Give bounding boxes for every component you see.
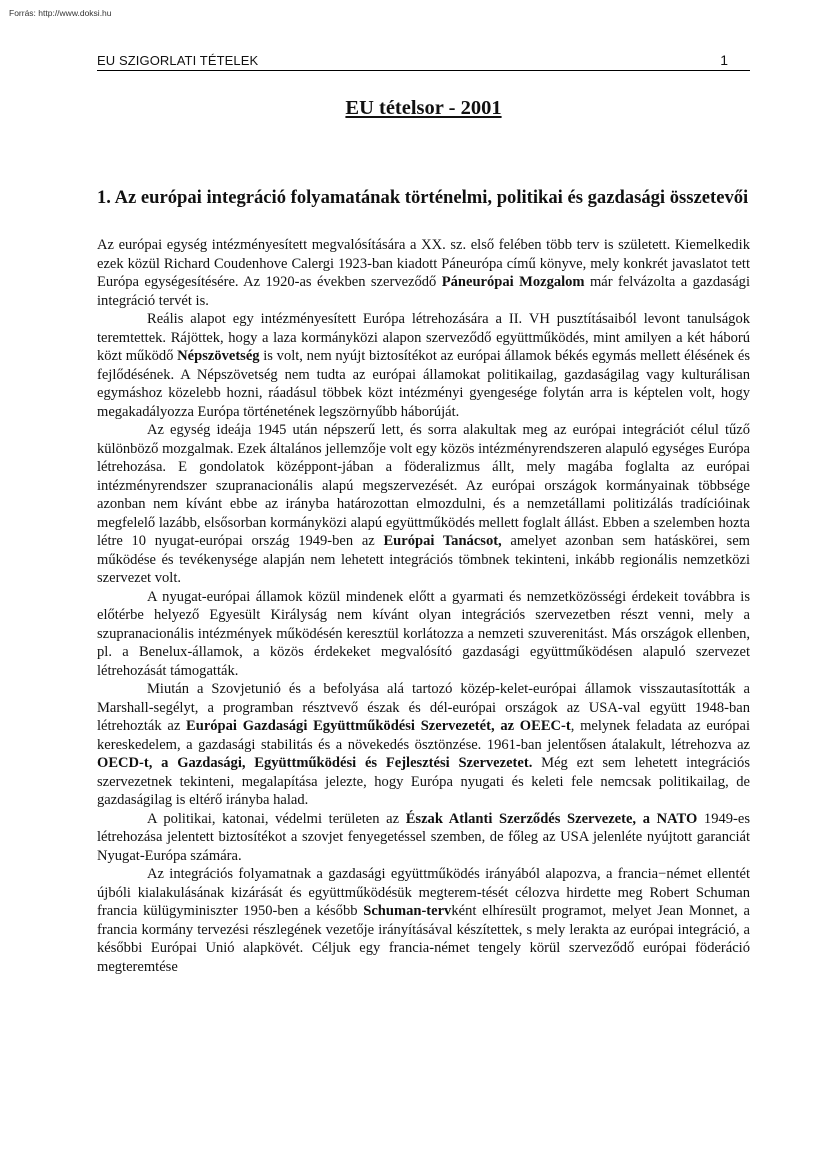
text-run: már felvázolta a gazdasági integráció tervét is. (97, 274, 750, 309)
bold-term: Észak Atlanti Szerződés Szervezete, a NATO (405, 810, 698, 827)
text-run: Az egység ideája 1945 után népszerű lett, és sorra alakultak meg az európai integrációt célul tűző különböző mozgalmak. Ezek általános jellemzője volt egy közös intézményrendszeren alapuló egységes Európa létrehozása. E gondolatok középpont-jában a föderalizmus állt, mely magába foglalta az európai intézményrendszer szupranacionális alapú megszervezését. Az európai országok kormányainak többsége azonban nem kívánt ebbe az irányba határozottan elmozdulni, és a nemzetállami politizálás tradícióinak megfelelő lazább, elsősorban kormányközi alapú együttműködés mellett foglalt állást. Ebben a szelemben hozta létre 10 nyugat-európai ország 1949-ben az (97, 422, 750, 549)
text-run: amelyet azonban sem hatáskörei, sem működése és tevékenysége alapján nem lehetett integrációs tömbnek tekinteni, inkább regionális nemzetközi szervezet volt. (97, 533, 750, 586)
paragraph (97, 865, 750, 976)
text-run: A nyugat-európai államok közül mindenek előtt a gyarmati és nemzetközösségi érdekeit továbbra is előtérbe helyező Egyesült Királyság nem kívánt olyan integrációs szervezetben részt venni, mely a szupranacionális intézmények működésén keresztül korlátozza a nemzeti szuverenitást. Más országok ellenben, pl. a Benelux-államok, a közös érdekeket megvalósító gazdasági együttműködésen alapuló szervezet létrehozását támogatták. (97, 588, 750, 679)
page-header (97, 52, 750, 71)
text-run: Az integrációs folyamatnak a gazdasági együttműködés irányából alapozva, a francia−német ellentét újbóli kialakulásának kizárását és együttműködésük megterem-tését célozva hirdette meg Robert Schuman francia külügyminiszter 1950-ben a később (97, 866, 750, 919)
text-run: A politikai, katonai, védelmi területen az (147, 810, 406, 827)
bold-term: Népszövetség (177, 348, 260, 364)
paragraph (97, 810, 750, 866)
text-run: , melynek feladata az európai kereskedelem, a gazdasági stabilitás és a növekedés ösztönzése. 1961-ban jelentősen átalakult, létrehozva az (97, 718, 750, 753)
paragraph (97, 236, 750, 310)
document-title: EU tételsor - 2001 (345, 97, 502, 119)
text-run: Miután a Szovjetunió és a befolyása alá tartozó közép-kelet-európai államok visszautasították a Marshall-segélyt, a programban résztvevő észak és dél-európai országok az USA-val együtt 1948-ban létrehozták az (97, 681, 750, 734)
text-run: Reális alapot egy intézményesített Európa létrehozására a II. VH pusztításaiból levont tanulságok teremtettek. Rájöttek, hogy a laza kormányközi alapon szerveződő együttműködés, mint amilyen a két háború közt működő (97, 311, 750, 364)
body-text (97, 236, 750, 976)
source-url: Forrás: http://www.doksi.hu (9, 8, 112, 18)
header-title: EU SZIGORLATI TÉTELEK (97, 53, 259, 68)
bold-term: Páneurópai Mozgalom (441, 274, 585, 290)
text-run: is volt, nem nyújt biztosítékot az európai államok békés egymás mellett élésének és fejlődésének. A Népszövetség nem tudta az európai államokat politikailag, gazdaságilag vagy kulturálisan egymáshoz közelebb hozni, ráadásul többek közt intézményi gyengesége folytán arra is képtelen volt, hogy megakadályozza Európa történetének legszörnyűbb háborúját. (97, 348, 750, 420)
text-run: Az európai egység intézményesített megvalósítására a XX. sz. első felében több terv is született. Kiemelkedik ezek közül Richard Coudenhove Calergi 1923-ban kiadott Páneurópa című könyve, mely konkrét javaslatot tett Európa egységesítésére. Az 1920-as években szerveződő (97, 237, 750, 290)
bold-term: Schuman-terv (363, 903, 452, 919)
bold-term: OECD-t, a Gazdasági, Együttműködési és Fejlesztési Szervezetet. (97, 755, 533, 771)
bold-term: Európai Gazdasági Együttműködési Szervezetét, az OEEC-t (186, 718, 571, 734)
paragraph (97, 421, 750, 588)
paragraph (97, 588, 750, 681)
text-run: 1949-es létrehozása jelentett biztosítékot a szovjet fenyegetéssel szemben, de főleg az USA jelenléte nyújtott garanciát Nyugat-Európa számára. (97, 810, 750, 864)
text-run: ként elhíresült programot, melyet Jean Monnet, a francia kormány tervezési részlegének vezetője irányításával készítettek, s mely lerakta az európai integráció, a későbbi Európai Unió alapkövét. Céljuk egy francia-német tengely körül szerveződő európai föderáció megteremtése (97, 903, 750, 975)
paragraph (97, 680, 750, 810)
page-number: 1 (720, 52, 728, 68)
text-run: Még ezt sem lehetett integrációs szervezetnek tekinteni, megalapítása jelezte, hogy Európa nyugati és keleti fele nemcsak politikailag, de gazdaságilag is eltérő irányba halad. (97, 755, 750, 808)
bold-term: Európai Tanácsot, (383, 533, 502, 549)
section-title: 1. Az európai integráció folyamatának történelmi, politikai és gazdasági összetevői (97, 187, 749, 208)
paragraph (97, 310, 750, 421)
